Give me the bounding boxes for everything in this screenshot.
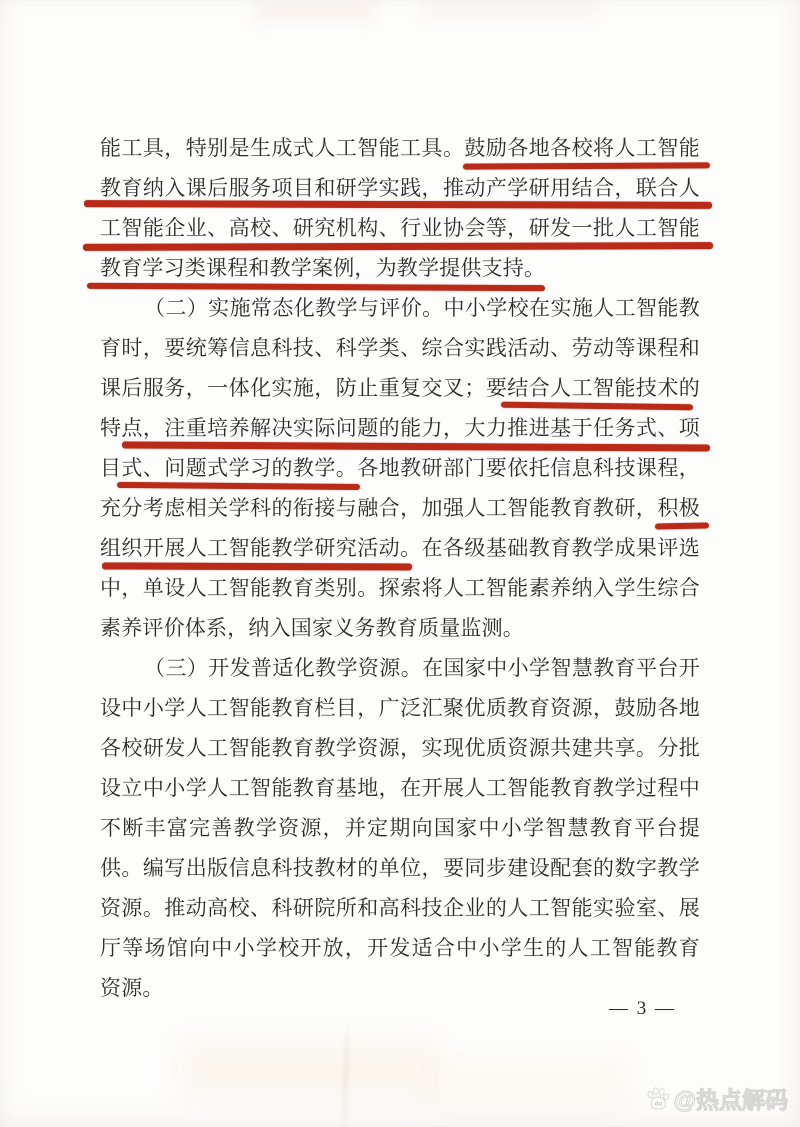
text-line: 组织开展人工智能教学研究活动。在各级基础教育教学成果评选 (100, 536, 700, 560)
red-underline (463, 162, 710, 169)
text-line: 素养评价体系，纳入国家义务教育质量监测。 (100, 616, 524, 640)
paper-crease (342, 1015, 350, 1127)
text-line: 能工具，特别是生成式人工智能工具。鼓励各地各校将人工智能 (100, 136, 700, 160)
text-line: 育时，要统筹信息科技、科学类、综合实践活动、劳动等课程和 (100, 336, 700, 360)
text-line: 设中小学人工智能教育栏目，广泛汇聚优质教育资源，鼓励各地 (100, 696, 700, 720)
text-line: 资源。 (100, 976, 164, 1000)
text-line: 充分考虑相关学科的衔接与融合，加强人工智能教育教研，积极 (100, 496, 700, 520)
watermark-text: @热点解码 (673, 1087, 788, 1113)
red-underline (102, 562, 412, 570)
text-line: 资源。推动高校、科研院所和高科技企业的人工智能实验室、展 (100, 896, 700, 920)
text-line: 厅等场馆向中小学校开放，开发适合中小学生的人工智能教育 (100, 936, 700, 960)
svg-text:du: du (654, 1101, 662, 1108)
scan-smudge (255, 0, 375, 22)
red-underline (655, 522, 709, 529)
text-line: 教育纳入课后服务项目和研学实践，推动产学研用结合，联合人 (100, 176, 700, 200)
scan-smudge (420, 0, 600, 18)
text-line: 设立中小学人工智能教育基地，在开展人工智能教育教学过程中 (100, 776, 700, 800)
text-line: 课后服务，一体化实施，防止重复交叉；要结合人工智能技术的 (100, 376, 700, 400)
scan-stain (180, 1040, 440, 1100)
text-line: 中，单设人工智能教育类别。探索将人工智能素养纳入学生综合 (100, 576, 700, 600)
text-line: 供。编写出版信息科技教材的单位，要同步建设配套的数字教学 (100, 856, 700, 880)
text-line: 特点，注重培养解决实际问题的能力，大力推进基于任务式、项 (100, 416, 700, 440)
text-line section-heading-3: （三）开发普适化教学资源。在国家中小学智慧教育平台开 (144, 656, 700, 680)
watermark (645, 1082, 788, 1115)
text-line: 工智能企业、高校、研究机构、行业协会等，研发一批人工智能 (100, 216, 700, 240)
text-line section-heading-2: （二）实施常态化教学与评价。中小学校在实施人工智能教 (144, 296, 700, 320)
text-line: 不断丰富完善教学资源，并定期向国家中小学智慧教育平台提 (100, 816, 700, 840)
baidu-paw-icon (645, 1086, 671, 1112)
page-number: — 3 — (609, 998, 676, 1019)
scan-stain (430, 1060, 630, 1110)
text-line: 各校研发人工智能教育教学资源，实现优质资源共建共享。分批 (100, 736, 700, 760)
text-line: 教育学习类课程和教学案例，为教学提供支持。 (100, 256, 546, 280)
text-line: 目式、问题式学习的教学。各地教研部门要依托信息科技课程， (100, 456, 700, 480)
